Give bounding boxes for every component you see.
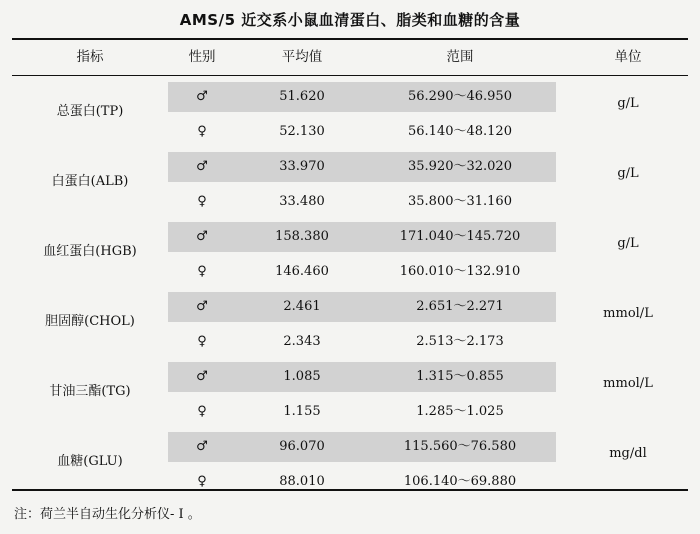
female-sex-symbol: ♀ bbox=[197, 124, 207, 139]
female-sex-symbol: ♀ bbox=[197, 264, 207, 279]
male-sex-symbol: ♂ bbox=[196, 159, 208, 174]
male-mean-value: 2.461 bbox=[283, 299, 321, 314]
male-mean-value: 158.380 bbox=[275, 229, 329, 244]
male-range-value: 35.920～32.020 bbox=[408, 159, 512, 174]
unit-label: mmol/L bbox=[603, 306, 653, 321]
male-sex-symbol: ♂ bbox=[196, 299, 208, 314]
female-range-value: 2.513～2.173 bbox=[416, 334, 504, 349]
male-sex-symbol: ♂ bbox=[196, 439, 208, 454]
female-range-value: 35.800～31.160 bbox=[408, 194, 512, 209]
header-range: 范围 bbox=[446, 49, 474, 65]
top-rule bbox=[12, 38, 688, 40]
male-range-value: 56.290～46.950 bbox=[408, 89, 512, 104]
female-mean-value: 2.343 bbox=[283, 334, 321, 349]
female-sex-symbol: ♀ bbox=[197, 194, 207, 209]
female-sex-symbol: ♀ bbox=[197, 404, 207, 419]
unit-label: g/L bbox=[617, 236, 639, 251]
male-sex-symbol: ♂ bbox=[196, 369, 208, 384]
male-mean-value: 33.970 bbox=[279, 159, 325, 174]
female-sex-symbol: ♀ bbox=[197, 334, 207, 349]
indicator-label: 白蛋白(ALB) bbox=[51, 174, 129, 189]
male-range-value: 1.315～0.855 bbox=[416, 369, 504, 384]
female-range-value: 56.140～48.120 bbox=[408, 124, 512, 139]
female-mean-value: 33.480 bbox=[279, 194, 325, 209]
header-mean: 平均值 bbox=[281, 49, 323, 65]
table-note: 注：荷兰半自动生化分析仪- I 。 bbox=[14, 507, 201, 522]
table-title: AMS/5 近交系小鼠血清蛋白、脂类和血糖的含量 bbox=[179, 11, 521, 29]
indicator-label: 血糖(GLU) bbox=[57, 454, 123, 469]
indicator-label: 胆固醇(CHOL) bbox=[45, 314, 135, 329]
indicator-label: 总蛋白(TP) bbox=[56, 104, 124, 119]
unit-label: g/L bbox=[617, 96, 639, 111]
male-sex-symbol: ♂ bbox=[196, 89, 208, 104]
male-sex-symbol: ♂ bbox=[196, 229, 208, 244]
female-mean-value: 52.130 bbox=[279, 124, 325, 139]
unit-label: g/L bbox=[617, 166, 639, 181]
female-range-value: 160.010～132.910 bbox=[399, 264, 521, 279]
bottom-rule bbox=[12, 489, 688, 491]
header-sex: 性别 bbox=[188, 49, 216, 65]
male-range-value: 171.040～145.720 bbox=[399, 229, 521, 244]
indicator-label: 血红蛋白(HGB) bbox=[43, 244, 137, 259]
male-mean-value: 51.620 bbox=[279, 89, 325, 104]
female-mean-value: 146.460 bbox=[275, 264, 329, 279]
male-mean-value: 1.085 bbox=[283, 369, 321, 384]
female-range-value: 1.285～1.025 bbox=[416, 404, 504, 419]
unit-label: mg/dl bbox=[609, 446, 647, 461]
male-range-value: 115.560～76.580 bbox=[403, 439, 517, 454]
female-mean-value: 1.155 bbox=[283, 404, 321, 419]
male-mean-value: 96.070 bbox=[279, 439, 325, 454]
female-range-value: 106.140～69.880 bbox=[403, 474, 517, 489]
indicator-label: 甘油三酯(TG) bbox=[49, 384, 131, 399]
female-mean-value: 88.010 bbox=[279, 474, 325, 489]
header-rule bbox=[12, 75, 688, 76]
male-range-value: 2.651～2.271 bbox=[416, 299, 504, 314]
header-unit: 单位 bbox=[614, 49, 642, 65]
female-sex-symbol: ♀ bbox=[197, 474, 207, 489]
unit-label: mmol/L bbox=[603, 376, 653, 391]
header-indicator: 指标 bbox=[76, 49, 104, 65]
